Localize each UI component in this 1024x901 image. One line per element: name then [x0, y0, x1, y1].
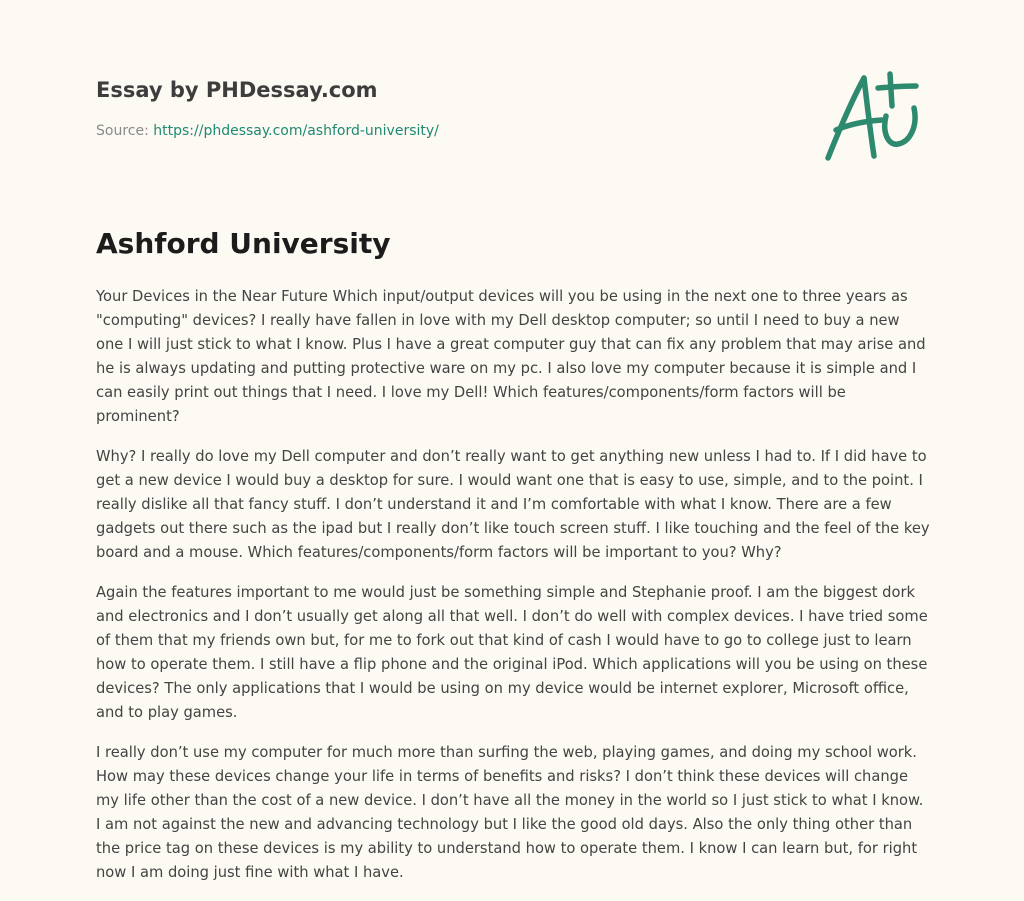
- brand-title: Essay by PHDessay.com: [96, 78, 378, 102]
- a-plus-icon: [818, 66, 930, 166]
- paragraph: Why? I really do love my Dell computer and don’t really want to get anything new unless I had to. If I did have to get a new device I would buy a desktop for sure. I would want one that is easy to use, simple, and to the point. I really dislike all that fancy stuff. I don’t understand it and I’m comfortable with what I know. There are a few gadgets out there such as the ipad but I really don’t like touch screen stuff. I like touching and the feel of the key board and a mouse. Which features/components/form factors will be important to you? Why?: [96, 448, 930, 561]
- page-title: Ashford University: [96, 227, 391, 260]
- source-line: [96, 121, 796, 141]
- paragraph: Your Devices in the Near Future Which input/output devices will you be using in the next one to three years as "computing" devices? I really have fallen in love with my Dell desktop computer; so until I need to buy a new one I will just stick to what I know. Plus I have a great computer guy that can fix any problem that may arise and he is always updating and putting protective ware on my pc. I also love my computer because it is simple and I can easily print out things that I need. I love my Dell! Which features/components/form factors will be prominent?: [96, 288, 926, 425]
- paragraph: I really don’t use my computer for much more than surfing the web, playing games, and doing my school work. How may these devices change your life in terms of benefits and risks? I don’t think these devices will change my life other than the cost of a new device. I don’t have all the money in the world so I just stick to what I know. I am not against the new and advancing technology but I like the good old days. Also the only thing other than the price tag on these devices is my ability to understand how to operate them. I know I can learn but, for right now I am doing just fine with what I have.: [96, 744, 924, 881]
- paragraph: Again the features important to me would just be something simple and Stephanie proof. I am the biggest dork and electronics and I don’t usually get along all that well. I don’t do well with complex devices. I have tried some of them that my friends own but, for me to fork out that kind of cash I would have to go to college just to learn how to operate them. I still have a flip phone and the original iPod. Which applications will you be using on these devices? The only applications that I would be using on my device would be internet explorer, Microsoft office, and to play games.: [96, 584, 928, 721]
- page-header: [96, 76, 796, 141]
- article-body: [96, 285, 930, 901]
- source-link[interactable]: https://phdessay.com/ashford-university/: [153, 123, 439, 139]
- source-label: Source:: [96, 123, 154, 139]
